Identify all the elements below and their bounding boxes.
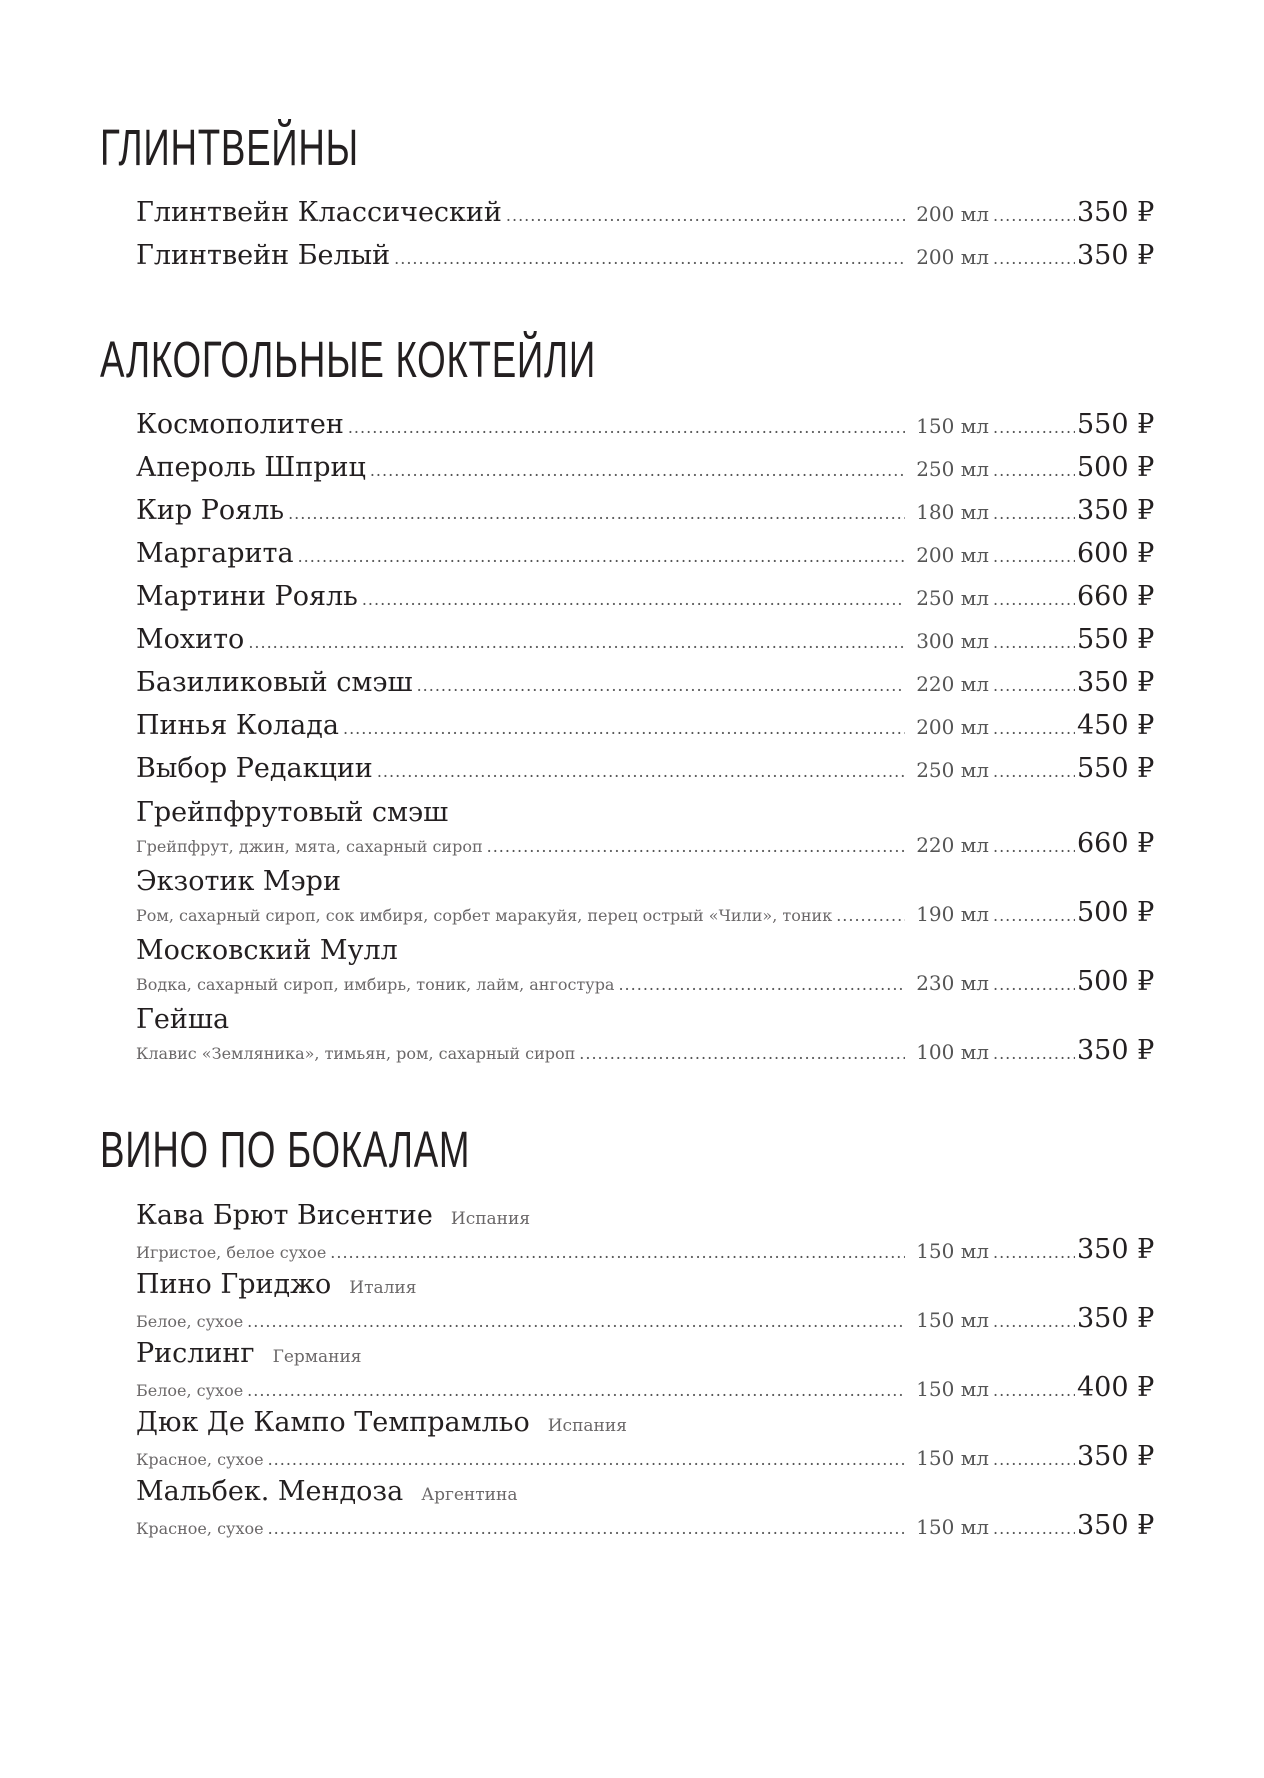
item-description: Водка, сахарный сироп, имбирь, тоник, лайм, ангостура [136,975,615,994]
menu-item [136,1200,1155,1268]
dot-leader [993,201,1075,231]
menu-item [136,409,1155,443]
section-title: ВИНО ПО БОКАЛАМ [100,1121,471,1178]
dot-leader [993,542,1075,572]
item-price: 550 ₽ [1077,409,1155,440]
item-volume: 250 мл [916,758,989,782]
dot-leader [417,671,905,701]
item-price: 350 ₽ [1077,495,1155,526]
dot-leader [993,970,1075,1000]
item-volume: 200 мл [916,245,989,269]
dot-leader [993,1238,1075,1268]
menu-item [136,1269,1155,1337]
menu-item [136,866,1155,931]
menu-item [136,240,1155,274]
menu-item [136,1476,1155,1544]
item-name: Кир Рояль [136,495,285,526]
item-origin: Испания [450,1209,531,1229]
dot-leader [268,1445,905,1475]
item-price: 350 ₽ [1077,240,1155,271]
dot-leader [993,628,1075,658]
menu-item [136,452,1155,486]
dot-leader [268,1514,905,1544]
item-name: Глинтвейн Белый [136,240,391,271]
dot-leader [248,628,905,658]
dot-leader [993,757,1075,787]
dot-leader [993,456,1075,486]
item-name: Московский Мулл [136,935,398,966]
item-name: Пинья Колада [136,710,339,741]
item-volume: 230 мл [916,971,989,995]
item-price: 350 ₽ [1077,1234,1155,1265]
dot-leader [362,585,905,615]
item-volume: 200 мл [916,543,989,567]
item-name: Экзотик Мэри [136,866,341,897]
item-description: Белое, сухое [136,1312,244,1331]
dot-leader [993,1514,1075,1544]
item-volume: 150 мл [916,414,989,438]
dot-leader [343,714,905,744]
item-name: Выбор Редакции [136,753,373,784]
dot-leader [993,1445,1075,1475]
item-volume: 200 мл [916,202,989,226]
item-origin: Германия [272,1347,362,1367]
menu-item [136,538,1155,572]
item-price: 500 ₽ [1077,452,1155,483]
menu-item [136,753,1155,787]
menu-item [136,581,1155,615]
dot-leader [348,413,905,443]
dot-leader [370,456,905,486]
item-description: Белое, сухое [136,1381,244,1400]
item-name: Рислинг [136,1338,255,1369]
item-volume: 150 мл [916,1446,989,1470]
dot-leader [993,714,1075,744]
item-volume: 180 мл [916,500,989,524]
menu-item [136,1407,1155,1475]
item-origin: Испания [547,1416,627,1436]
item-name: Кава Брют Висентие [136,1200,433,1231]
item-volume: 190 мл [916,902,989,926]
menu-item [136,797,1155,862]
dot-leader [288,499,905,529]
dot-leader [506,201,905,231]
item-description: Клавис «Земляника», тимьян, ром, сахарный сироп [136,1044,576,1063]
item-price: 500 ₽ [1077,897,1155,928]
item-volume: 220 мл [916,833,989,857]
item-name: Глинтвейн Классический [136,197,502,228]
item-name: Апероль Шприц [136,452,366,483]
item-price: 550 ₽ [1077,753,1155,784]
item-name: Космополитен [136,409,344,440]
item-name: Маргарита [136,538,294,569]
dot-leader [993,832,1075,862]
item-price: 660 ₽ [1077,828,1155,859]
dot-leader [993,585,1075,615]
item-volume: 200 мл [916,715,989,739]
item-price: 350 ₽ [1077,1441,1155,1472]
item-origin: Аргентина [421,1485,518,1505]
dot-leader [247,1307,905,1337]
section-title: ГЛИНТВЕЙНЫ [100,119,359,176]
dot-leader [993,499,1075,529]
item-price: 350 ₽ [1077,667,1155,698]
item-volume: 150 мл [916,1239,989,1263]
item-name: Мохито [136,624,245,655]
menu-item [136,495,1155,529]
item-name: Дюк Де Кампо Темпрамльо [136,1407,530,1438]
dot-leader [394,244,905,274]
dot-leader [487,832,905,862]
item-name: Мартини Рояль [136,581,358,612]
menu-item [136,667,1155,701]
menu-item [136,935,1155,1000]
item-volume: 300 мл [916,629,989,653]
dot-leader [836,901,905,931]
item-origin: Италия [349,1278,417,1298]
dot-leader [993,901,1075,931]
item-description: Ром, сахарный сироп, сок имбиря, сорбет маракуйя, перец острый «Чили», тоник [136,906,833,925]
dot-leader [993,1039,1075,1069]
item-description: Красное, сухое [136,1450,264,1469]
item-volume: 100 мл [916,1040,989,1064]
dot-leader [993,413,1075,443]
item-price: 350 ₽ [1077,1510,1155,1541]
menu-item [136,624,1155,658]
menu-item [136,710,1155,744]
item-price: 350 ₽ [1077,1303,1155,1334]
item-price: 400 ₽ [1077,1372,1155,1403]
dot-leader [993,1307,1075,1337]
item-volume: 150 мл [916,1515,989,1539]
item-name: Гейша [136,1004,230,1035]
dot-leader [377,757,905,787]
dot-leader [993,1376,1075,1406]
item-description: Игристое, белое сухое [136,1243,327,1262]
section-title: АЛКОГОЛЬНЫЕ КОКТЕЙЛИ [100,331,596,388]
item-name: Пино Гриджо [136,1269,332,1300]
item-price: 660 ₽ [1077,581,1155,612]
item-price: 350 ₽ [1077,1035,1155,1066]
item-volume: 150 мл [916,1308,989,1332]
dot-leader [618,970,905,1000]
item-price: 500 ₽ [1077,966,1155,997]
dot-leader [993,671,1075,701]
dot-leader [579,1039,905,1069]
item-description: Красное, сухое [136,1519,264,1538]
item-price: 600 ₽ [1077,538,1155,569]
item-name: Мальбек. Мендоза [136,1476,404,1507]
item-price: 450 ₽ [1077,710,1155,741]
item-price: 550 ₽ [1077,624,1155,655]
item-name: Грейпфрутовый смэш [136,797,449,828]
item-name: Базиликовый смэш [136,667,413,698]
dot-leader [330,1238,905,1268]
item-description: Грейпфрут, джин, мята, сахарный сироп [136,837,483,856]
menu-item [136,197,1155,231]
menu-item [136,1004,1155,1069]
dot-leader [247,1376,905,1406]
menu-item [136,1338,1155,1406]
item-price: 350 ₽ [1077,197,1155,228]
dot-leader [993,244,1075,274]
dot-leader [298,542,905,572]
item-volume: 250 мл [916,457,989,481]
item-volume: 150 мл [916,1377,989,1401]
item-volume: 220 мл [916,672,989,696]
item-volume: 250 мл [916,586,989,610]
